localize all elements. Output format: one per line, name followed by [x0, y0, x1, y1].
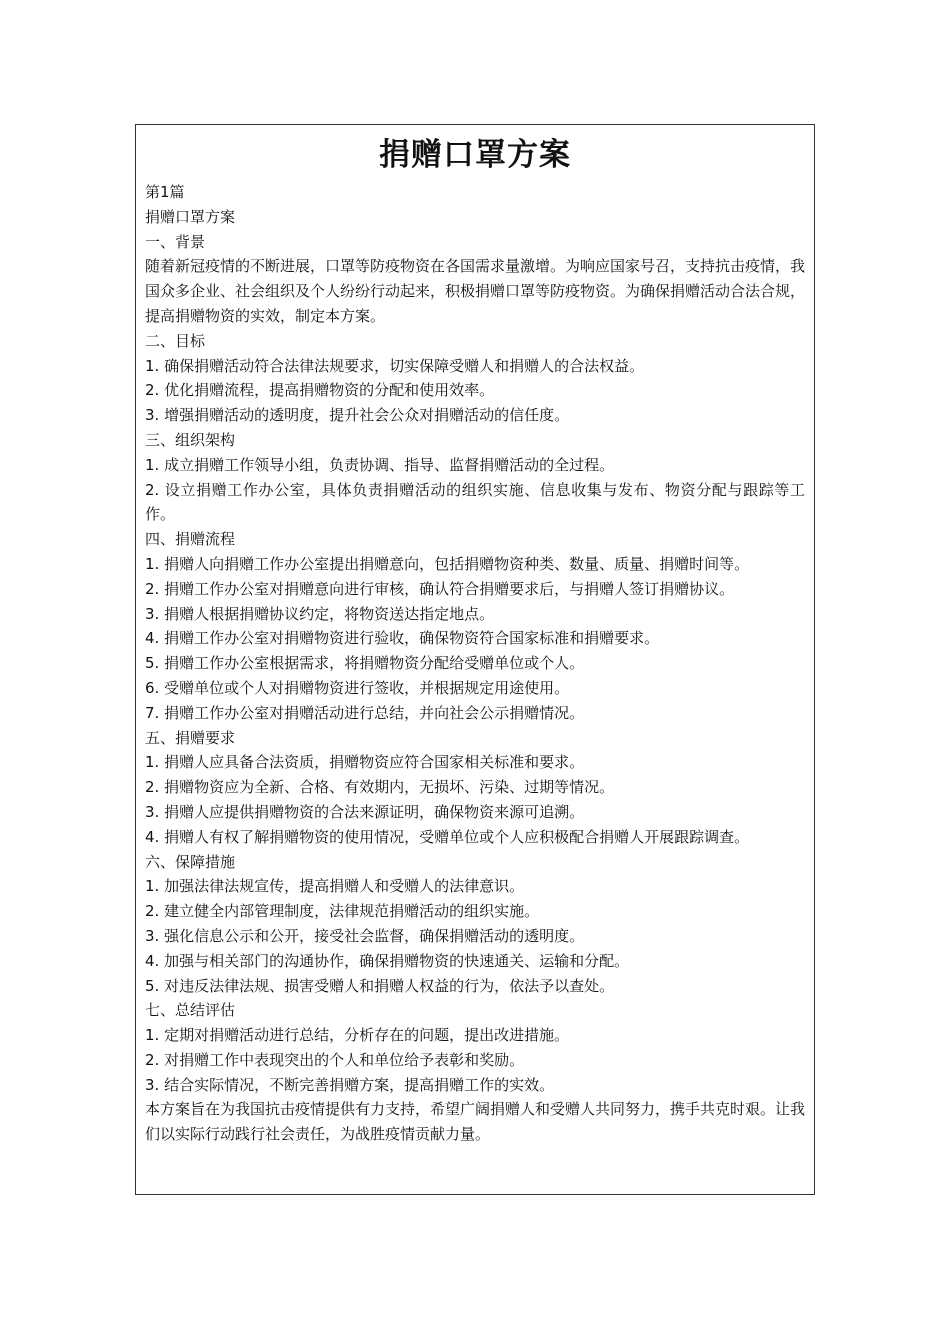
document-paragraph: 随着新冠疫情的不断进展，口罩等防疫物资在各国需求量激增。为响应国家号召，支持抗击疫情，我国众多企业、社会组织及个人纷纷行动起来，积极捐赠口罩等防疫物资。为确保捐赠活动合法合规，提高捐赠物资的实效，制定本方案。	[145, 257, 806, 325]
document-paragraph: 3. 捐赠人根据捐赠协议约定，将物资送达指定地点。	[145, 604, 495, 623]
document-paragraph: 六、保障措施	[145, 852, 236, 871]
document-paragraph: 5. 对违反法律法规、损害受赠人和捐赠人权益的行为，依法予以查处。	[145, 976, 615, 995]
document-paragraph: 2. 设立捐赠工作办公室，具体负责捐赠活动的组织实施、信息收集与发布、物资分配与跟踪等工作。	[145, 480, 805, 524]
document-paragraph: 捐赠口罩方案	[145, 207, 236, 226]
document-paragraph: 2. 建立健全内部管理制度，法律规范捐赠活动的组织实施。	[145, 902, 540, 921]
document-paragraph: 7. 捐赠工作办公室对捐赠活动进行总结，并向社会公示捐赠情况。	[145, 703, 585, 722]
document-paragraph: 五、捐赠要求	[145, 728, 236, 747]
document-paragraph: 四、捐赠流程	[145, 530, 236, 549]
document-paragraph: 本方案旨在为我国抗击疫情提供有力支持，希望广阔捐赠人和受赠人共同努力，携手共克时艰。让我们以实际行动践行社会责任，为战胜疫情贡献力量。	[145, 1100, 806, 1144]
document-paragraph: 2. 优化捐赠流程，提高捐赠物资的分配和使用效率。	[145, 381, 495, 400]
document-paragraph: 七、总结评估	[145, 1001, 236, 1020]
document-paragraph: 1. 确保捐赠活动符合法律法规要求，切实保障受赠人和捐赠人的合法权益。	[145, 356, 645, 375]
document-paragraph: 6. 受赠单位或个人对捐赠物资进行签收，并根据规定用途使用。	[145, 678, 570, 697]
document-paragraph: 1. 捐赠人向捐赠工作办公室提出捐赠意向，包括捐赠物资种类、数量、质量、捐赠时间等。	[145, 554, 750, 573]
document-paragraph: 2. 捐赠物资应为全新、合格、有效期内，无损坏、污染、过期等情况。	[145, 778, 615, 797]
document-paragraph: 3. 强化信息公示和公开，接受社会监督，确保捐赠活动的透明度。	[145, 926, 585, 945]
document-body	[145, 180, 805, 1147]
document-paragraph: 三、组织架构	[145, 430, 236, 449]
document-paragraph: 2. 对捐赠工作中表现突出的个人和单位给予表彰和奖励。	[145, 1050, 525, 1069]
document-paragraph: 二、目标	[145, 331, 206, 350]
document-paragraph: 4. 捐赠工作办公室对捐赠物资进行验收，确保物资符合国家标准和捐赠要求。	[145, 629, 660, 648]
document-paragraph: 一、背景	[145, 232, 206, 251]
document-paragraph: 1. 加强法律法规宣传，提高捐赠人和受赠人的法律意识。	[145, 877, 525, 896]
document-paragraph: 3. 捐赠人应提供捐赠物资的合法来源证明，确保物资来源可追溯。	[145, 802, 585, 821]
document-paragraph: 2. 捐赠工作办公室对捐赠意向进行审核，确认符合捐赠要求后，与捐赠人签订捐赠协议。	[145, 579, 735, 598]
document-paragraph: 4. 捐赠人有权了解捐赠物资的使用情况，受赠单位或个人应积极配合捐赠人开展跟踪调查。	[145, 827, 750, 846]
document-paragraph: 1. 定期对捐赠活动进行总结，分析存在的问题，提出改进措施。	[145, 1026, 570, 1045]
document-paragraph: 4. 加强与相关部门的沟通协作，确保捐赠物资的快速通关、运输和分配。	[145, 951, 630, 970]
document-paragraph: 1. 捐赠人应具备合法资质，捐赠物资应符合国家相关标准和要求。	[145, 753, 585, 772]
document-paragraph: 5. 捐赠工作办公室根据需求，将捐赠物资分配给受赠单位或个人。	[145, 654, 585, 673]
document-frame	[135, 124, 815, 1195]
document-paragraph: 3. 增强捐赠活动的透明度，提升社会公众对捐赠活动的信任度。	[145, 406, 570, 425]
document-title: 捐赠口罩方案	[379, 137, 571, 173]
document-paragraph: 3. 结合实际情况，不断完善捐赠方案，提高捐赠工作的实效。	[145, 1075, 555, 1094]
document-paragraph: 第1篇	[145, 183, 185, 201]
document-paragraph: 1. 成立捐赠工作领导小组，负责协调、指导、监督捐赠活动的全过程。	[145, 455, 615, 474]
